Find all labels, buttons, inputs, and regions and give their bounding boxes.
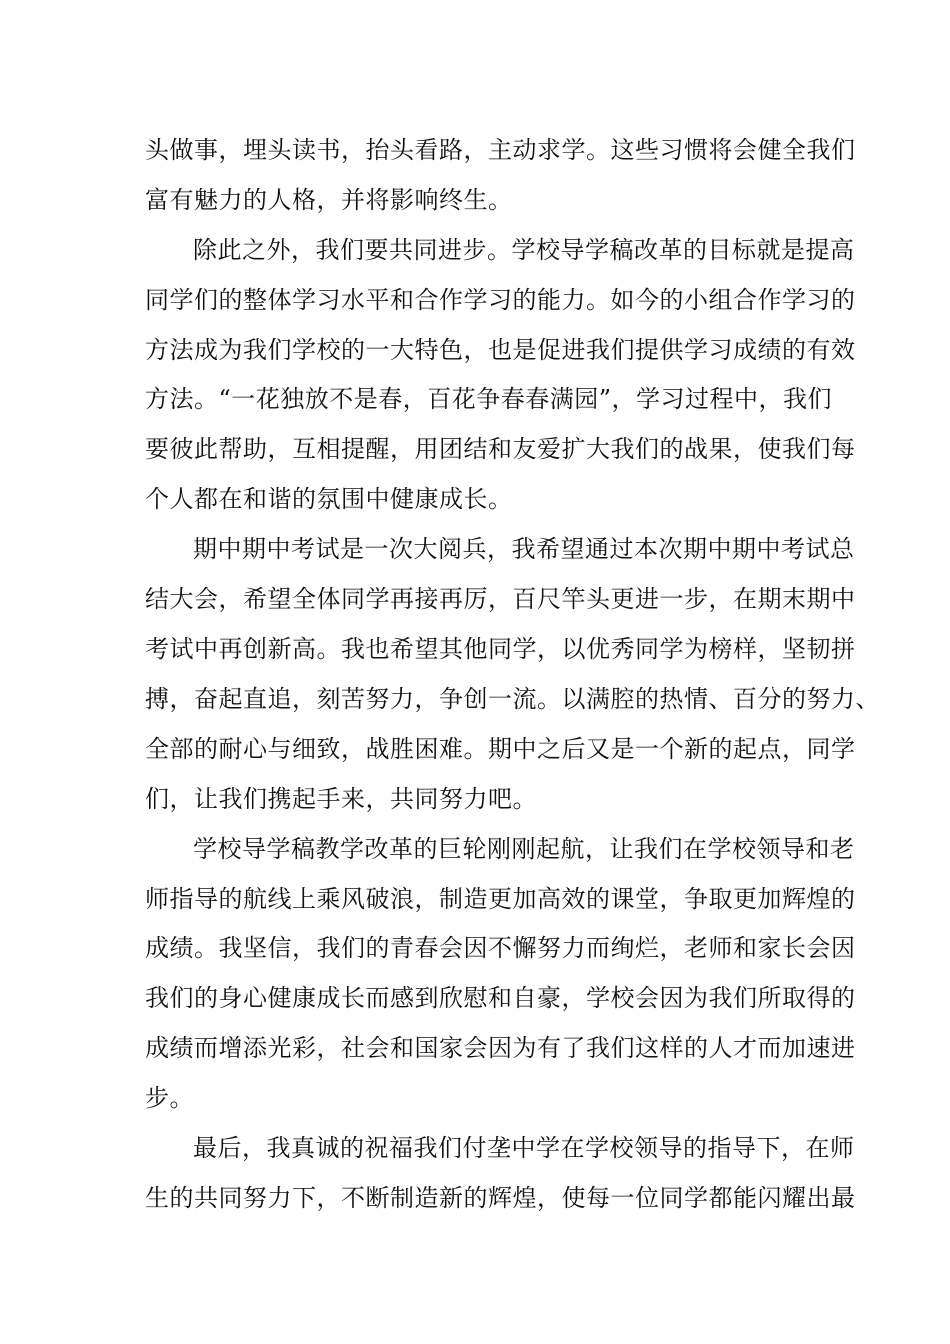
text-line: 师指导的航线上乘风破浪，制造更加高效的课堂，争取更加辉煌的: [145, 885, 856, 913]
text-line: 同学们的整体学习水平和合作学习的能力。如今的小组合作学习的: [145, 286, 856, 314]
text-line: 成绩。我坚信，我们的青春会因不懈努力而绚烂，老师和家长会因: [145, 934, 856, 962]
text-line: 结大会，希望全体同学再接再厉，百尺竿头更进一步，在期末期中: [145, 585, 856, 613]
text-line: 我们的身心健康成长而感到欣慰和自豪，学校会因为我们所取得的: [145, 984, 856, 1012]
text-line: 头做事，埋头读书，抬头看路，主动求学。这些习惯将会健全我们: [145, 136, 856, 164]
text-line: 方法。“一花独放不是春，百花争春春满园”，学习过程中，我们: [145, 385, 833, 413]
text-line: 富有魅力的人格，并将影响终生。: [145, 186, 513, 214]
text-line: 要彼此帮助，互相提醒，用团结和友爱扩大我们的战果，使我们每: [145, 435, 856, 463]
paragraph-first-line: 学校导学稿教学改革的巨轮刚刚起航，让我们在学校领导和老: [193, 835, 855, 863]
text-line: 全部的耐心与细致，战胜困难。期中之后又是一个新的起点，同学: [145, 735, 856, 763]
text-line: 考试中再创新高。我也希望其他同学，以优秀同学为榜样，坚韧拼: [145, 635, 856, 663]
text-line: 们，让我们携起手来，共同努力吧。: [145, 785, 537, 813]
paragraph-first-line: 期中期中考试是一次大阅兵，我希望通过本次期中期中考试总: [193, 535, 855, 563]
text-line: 步。: [145, 1084, 194, 1112]
text-line: 成绩而增添光彩，社会和国家会因为有了我们这样的人才而加速进: [145, 1034, 856, 1062]
text-line: 生的共同努力下，不断制造新的辉煌，使每一位同学都能闪耀出最: [145, 1184, 856, 1212]
paragraph-first-line: 除此之外，我们要共同进步。学校导学稿改革的目标就是提高: [193, 236, 855, 264]
paragraph-first-line: 最后，我真诚的祝福我们付垄中学在学校领导的指导下，在师: [193, 1134, 855, 1162]
text-line: 搏，奋起直追，刻苦努力，争创一流。以满腔的热情、百分的努力、: [145, 685, 880, 713]
text-line: 方法成为我们学校的一大特色，也是促进我们提供学习成绩的有效: [145, 336, 856, 364]
text-line: 个人都在和谐的氛围中健康成长。: [145, 485, 513, 513]
